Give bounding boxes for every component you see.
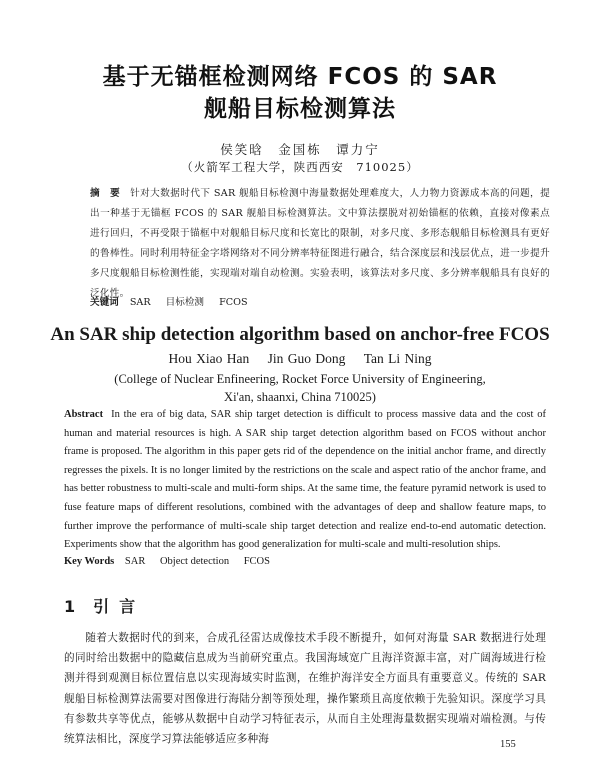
section-number: 1	[64, 597, 76, 616]
chinese-title-line-2: 舰船目标检测算法	[204, 96, 396, 122]
body-paragraph: 随着大数据时代的到来，合成孔径雷达成像技术手段不断提升，如何对海量 SAR 数据进行处理的同时给出数据中的隐藏信息成为当前研究重点。我国海域宽广且海洋资源丰富，对广阔海域进行检测并得到观测目标位置信息以实现海域实时监测，在维护海洋安全方面具有重要意义。传统的 SAR 舰船目标检测算法需要对图像进行海陆分割等预处理，操作繁琐且高度依赖于先验知识。深度学习具有参数共享等优点，能够从数据中自动学习特征表示，从而自主处理海量数据实现端对端检测。与传统算法相比，深度学习算法能够适应多种海	[64, 632, 546, 746]
english-keyword: FCOS	[243, 556, 270, 567]
chinese-abstract-text: 针对大数据时代下 SAR 舰船目标检测中海量数据处理难度大，人力物力资源成本高的问题，提出一种基于无锚框 FCOS 的 SAR 舰船目标检测算法。文中算法摆脱对初始锚框的依赖，直接对像素点进行回归，不再受限于锚框中对舰船目标尺度和长宽比的限制，对多尺度、多形态舰船目标检测具有更好的鲁棒性。同时利用特征金字塔网络对不同分辨率特征图进行融合，结合深度层和浅层优点，进一步提升多尺度舰船目标检测性能，实现端对端自动检测。实验表明，该算法对多尺度、多分辨率舰船具有良好的泛化性。	[90, 188, 550, 299]
english-keyword: SAR	[124, 556, 146, 567]
english-abstract-text: In the era of big data, SAR ship target detection is difficult to process massive data and the cost of human and material resources is high. A SAR ship target detection algorithm based on FCOS without anchor frame is proposed. The algorithm in this paper gets rid of the dependence on the initial anchor frame, and directly regresses the pixels. It is no longer limited by the restrictions on the scale and aspect ratio of the anchor frame, and has better robustness to multi-scale and multi-form ships. At the same time, the feature pyramid network is used to fuse feature maps of different resolutions, combined with the advantages of deep and shallow feature maps, to further improve the performance of multi-scale ship target detection and realize end-to-end automatic detection. Experiments show that the algorithm has good generalization for multi-scale and multi-resolution ships.	[64, 409, 546, 551]
section-heading	[64, 594, 145, 617]
chinese-keywords-label: 关键词	[90, 297, 119, 308]
english-abstract	[64, 406, 546, 555]
chinese-affiliation: （火箭军工程大学，陕西西安 710025）	[181, 160, 419, 174]
english-keywords-label: Key Words	[64, 556, 115, 567]
english-affiliation-line-1: (College of Nuclear Enfineering, Rocket Force University of Engineering,	[114, 372, 486, 386]
chinese-authors: 侯笑晗 金国栋 谭力宁	[220, 142, 380, 157]
chinese-keyword: SAR	[129, 297, 151, 308]
chinese-abstract-label: 摘 要	[90, 188, 121, 199]
chinese-keywords	[90, 296, 550, 310]
english-title: An SAR ship detection algorithm based on anchor-free FCOS	[50, 324, 550, 345]
english-author: Hou Xiao Han	[168, 351, 250, 366]
english-keyword: Object detection	[159, 556, 230, 567]
chinese-keyword: FCOS	[219, 297, 248, 308]
chinese-abstract	[90, 184, 550, 304]
english-keywords	[64, 556, 546, 567]
english-author: Tan Li Ning	[363, 351, 432, 366]
english-affiliation-line-2: Xi'an, shaanxi, China 710025)	[224, 390, 376, 404]
english-abstract-label: Abstract	[64, 409, 104, 420]
english-authors	[0, 351, 600, 367]
section-title: 引言	[93, 597, 146, 616]
chinese-title-line-1: 基于无锚框检测网络 FCOS 的 SAR	[102, 64, 498, 90]
page-number: 155	[500, 739, 516, 750]
chinese-keyword: 目标检测	[165, 297, 205, 308]
english-author: Jin Guo Dong	[267, 351, 346, 366]
